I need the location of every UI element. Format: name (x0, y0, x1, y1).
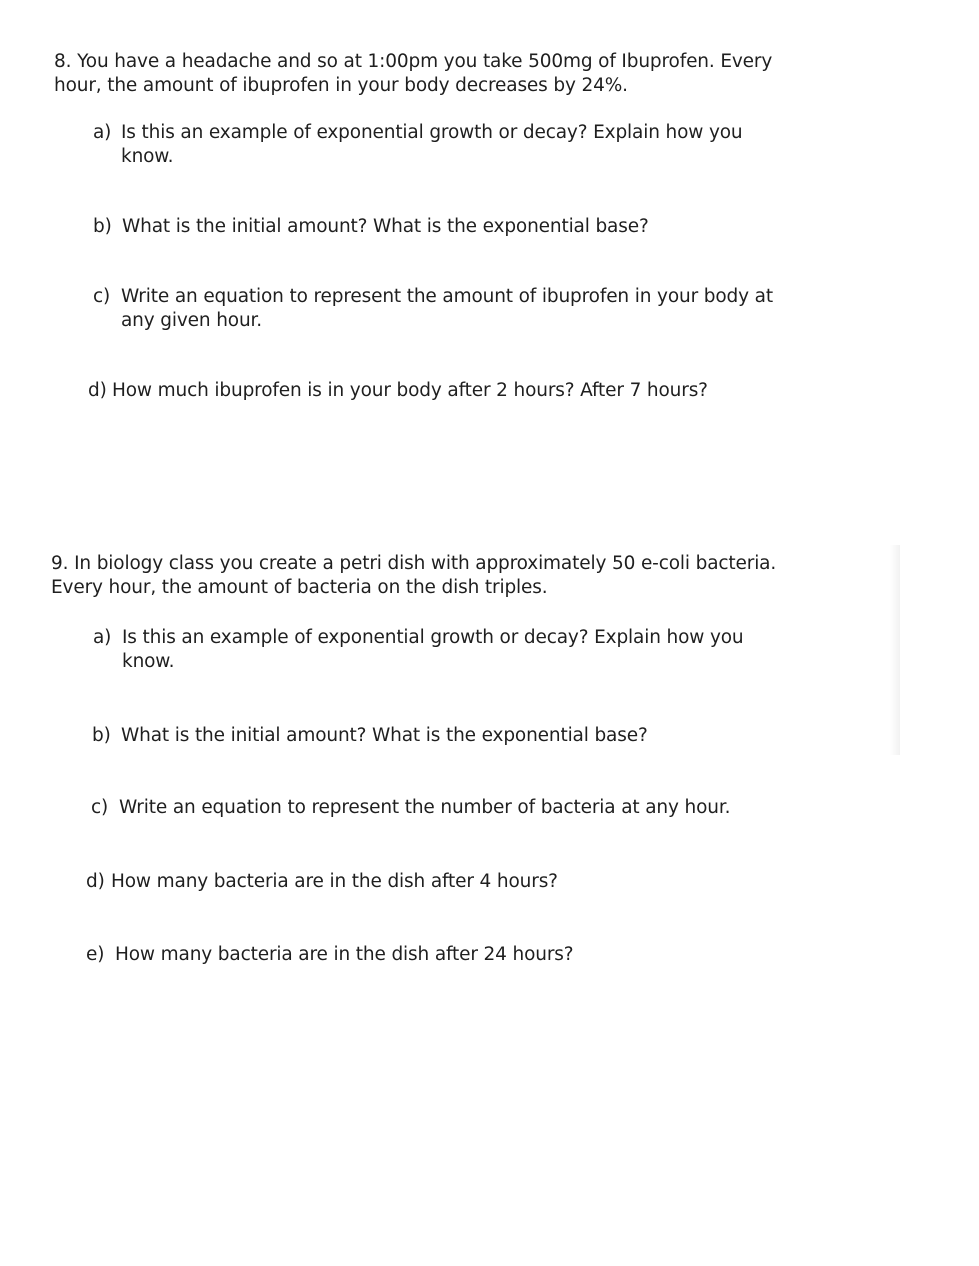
part-letter: e) (86, 944, 105, 965)
part-letter: a) (93, 122, 112, 143)
question-9-stem-line-1-text: In biology class you create a petri dish with approximately 50 e-coli bacteria. (74, 553, 777, 574)
part-text: How many bacteria are in the dish after 24 hours? (115, 944, 574, 965)
question-8-stem-line-2: hour, the amount of ibuprofen in your body decreases by 24%. (54, 75, 628, 96)
part-letter: d) (88, 380, 107, 401)
page-edge-shadow (890, 545, 900, 755)
part-text: How much ibuprofen is in your body after 2 hours? After 7 hours? (112, 380, 708, 401)
part-letter: b) (93, 216, 112, 237)
part-letter: d) (86, 871, 105, 892)
question-8-stem (54, 50, 772, 98)
part-letter: a) (93, 627, 112, 648)
question-9-stem (51, 552, 776, 600)
part-text: Write an equation to represent the number of bacteria at any hour. (119, 797, 731, 818)
question-9-stem-line-2: Every hour, the amount of bacteria on the dish triples. (51, 577, 548, 598)
question-9-stem-line-1 (51, 552, 776, 576)
part-text: What is the initial amount? What is the exponential base? (122, 216, 649, 237)
part-letter: c) (93, 286, 111, 307)
part-text: Write an equation to represent the amount of ibuprofen in your body at any given hour. (121, 286, 773, 331)
question-8-stem-line-1 (54, 50, 772, 74)
part-letter: b) (92, 725, 111, 746)
part-letter: c) (91, 797, 109, 818)
part-text: Is this an example of exponential growth or decay? Explain how you know. (121, 122, 743, 167)
question-8-number: 8. (54, 51, 72, 72)
part-text: Is this an example of exponential growth or decay? Explain how you know. (122, 627, 744, 672)
part-text: How many bacteria are in the dish after 4 hours? (111, 871, 558, 892)
part-text: What is the initial amount? What is the exponential base? (121, 725, 648, 746)
question-8-stem-line-1-text: You have a headache and so at 1:00pm you take 500mg of Ibuprofen. Every (77, 51, 773, 72)
question-9-number: 9. (51, 553, 69, 574)
